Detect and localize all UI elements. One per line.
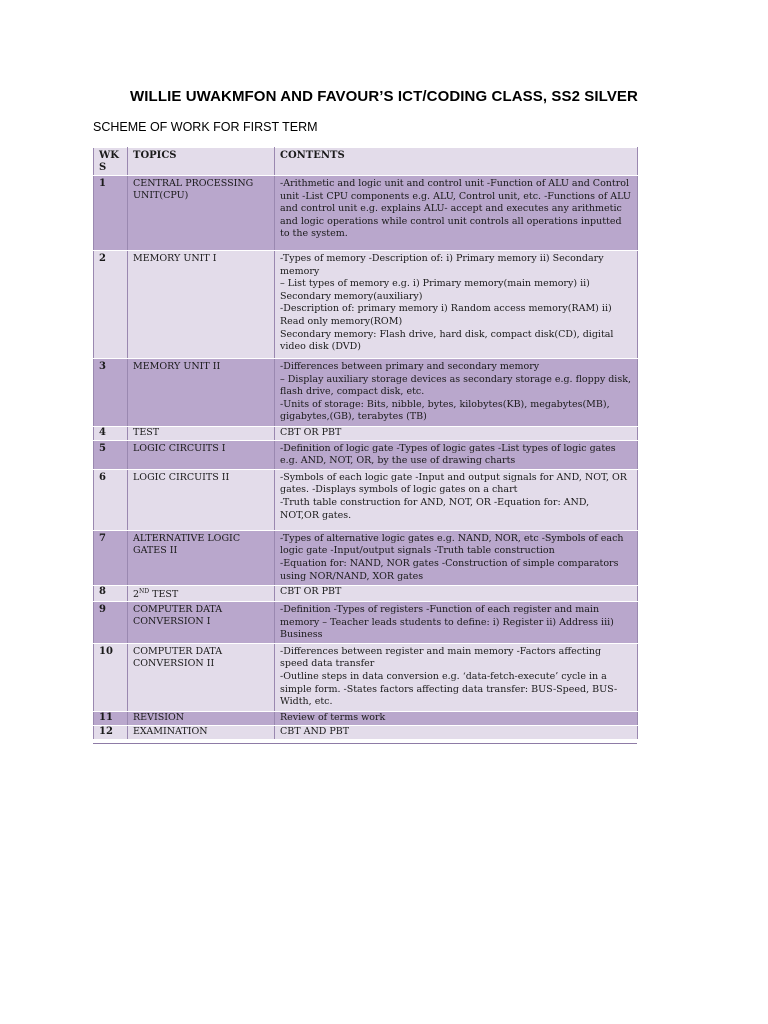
week-number: 10 — [94, 643, 128, 711]
week-number: 3 — [94, 359, 128, 427]
table-row — [94, 585, 638, 601]
table-row — [94, 469, 638, 530]
content-cell: -Definition -Types of registers -Function of each register and main memory – Teacher leads students to define: i) Register ii) Address iii) Business — [275, 601, 638, 643]
content-cell: Review of terms work — [275, 711, 638, 725]
document-subtitle: SCHEME OF WORK FOR FIRST TERM — [93, 120, 318, 134]
topic-cell: COMPUTER DATA CONVERSION II — [128, 643, 275, 711]
scheme-of-work-table — [93, 147, 638, 740]
topic-cell: MEMORY UNIT I — [128, 251, 275, 359]
table-row — [94, 711, 638, 725]
header-topics: TOPICS — [128, 148, 275, 176]
topic-cell: MEMORY UNIT II — [128, 359, 275, 427]
week-number: 4 — [94, 427, 128, 441]
week-number: 7 — [94, 530, 128, 585]
table-row — [94, 440, 638, 469]
content-cell: -Symbols of each logic gate -Input and output signals for AND, NOT, OR gates. -Displays symbols of logic gates on a chart -Truth table construction for AND, NOT, OR -Equation for: AND, NOT,OR gates. — [275, 469, 638, 530]
content-cell: CBT AND PBT — [275, 725, 638, 739]
topic-text: TEST — [149, 588, 179, 600]
topic-number: 2 — [133, 588, 140, 600]
content-cell: -Types of alternative logic gates e.g. NAND, NOR, etc -Symbols of each logic gate -Input/output signals -Truth table construction -Equation for: NAND, NOR gates -Construction of simple comparators using NOR/NAND, XOR gates — [275, 530, 638, 585]
content-cell: -Arithmetic and logic unit and control unit -Function of ALU and Control unit -List CPU components e.g. ALU, Control unit, etc. -Functions of ALU and control unit e.g. explains ALU- accept and executes any arithmetic and logic operations while control unit controls all operations inputted to the system. — [275, 176, 638, 251]
week-number: 12 — [94, 725, 128, 739]
table-row — [94, 359, 638, 427]
table-row — [94, 530, 638, 585]
topic-cell: CENTRAL PROCESSING UNIT(CPU) — [128, 176, 275, 251]
table-header-row — [94, 148, 638, 176]
topic-cell: COMPUTER DATA CONVERSION I — [128, 601, 275, 643]
table-row — [94, 601, 638, 643]
table-bottom-rule — [93, 743, 637, 744]
header-weeks: WK S — [94, 148, 128, 176]
table-row — [94, 427, 638, 441]
topic-cell: EXAMINATION — [128, 725, 275, 739]
topic-ordinal-suffix: ND — [139, 587, 150, 595]
content-cell: -Differences between register and main memory -Factors affecting speed data transfer -Outline steps in data conversion e.g. ‘data-fetch-execute’ cycle in a simple form. -States factors affecting data transfer: BUS-Speed, BUS-Width, etc. — [275, 643, 638, 711]
week-number: 8 — [94, 585, 128, 601]
week-number: 5 — [94, 440, 128, 469]
topic-cell: ALTERNATIVE LOGIC GATES II — [128, 530, 275, 585]
week-number: 1 — [94, 176, 128, 251]
week-number: 11 — [94, 711, 128, 725]
table-row — [94, 251, 638, 359]
table-row — [94, 643, 638, 711]
topic-cell: LOGIC CIRCUITS I — [128, 440, 275, 469]
content-cell: CBT OR PBT — [275, 427, 638, 441]
content-cell: CBT OR PBT — [275, 585, 638, 601]
document-title: WILLIE UWAKMFON AND FAVOUR’S ICT/CODING CLASS, SS2 SILVER — [130, 88, 638, 105]
header-contents: CONTENTS — [275, 148, 638, 176]
content-cell: -Definition of logic gate -Types of logic gates -List types of logic gates e.g. AND, NOT, OR, by the use of drawing charts — [275, 440, 638, 469]
table-row — [94, 176, 638, 251]
content-cell: -Differences between primary and secondary memory – Display auxiliary storage devices as secondary storage e.g. floppy disk, flash drive, compact disk, etc. -Units of storage: Bits, nibble, bytes, kilobytes(KB), megabytes(MB), gigabytes,(GB), terabytes (TB) — [275, 359, 638, 427]
table-row — [94, 725, 638, 739]
topic-cell: REVISION — [128, 711, 275, 725]
topic-cell — [128, 585, 275, 601]
content-cell: -Types of memory -Description of: i) Primary memory ii) Secondary memory – List types of memory e.g. i) Primary memory(main memory) ii) Secondary memory(auxiliary) -Description of: primary memory i) Random access memory(RAM) ii) Read only memory(ROM) Secondary memory: Flash drive, hard disk, compact disk(CD), digital video disk (DVD) — [275, 251, 638, 359]
topic-cell: TEST — [128, 427, 275, 441]
week-number: 9 — [94, 601, 128, 643]
week-number: 6 — [94, 469, 128, 530]
week-number: 2 — [94, 251, 128, 359]
topic-cell: LOGIC CIRCUITS II — [128, 469, 275, 530]
